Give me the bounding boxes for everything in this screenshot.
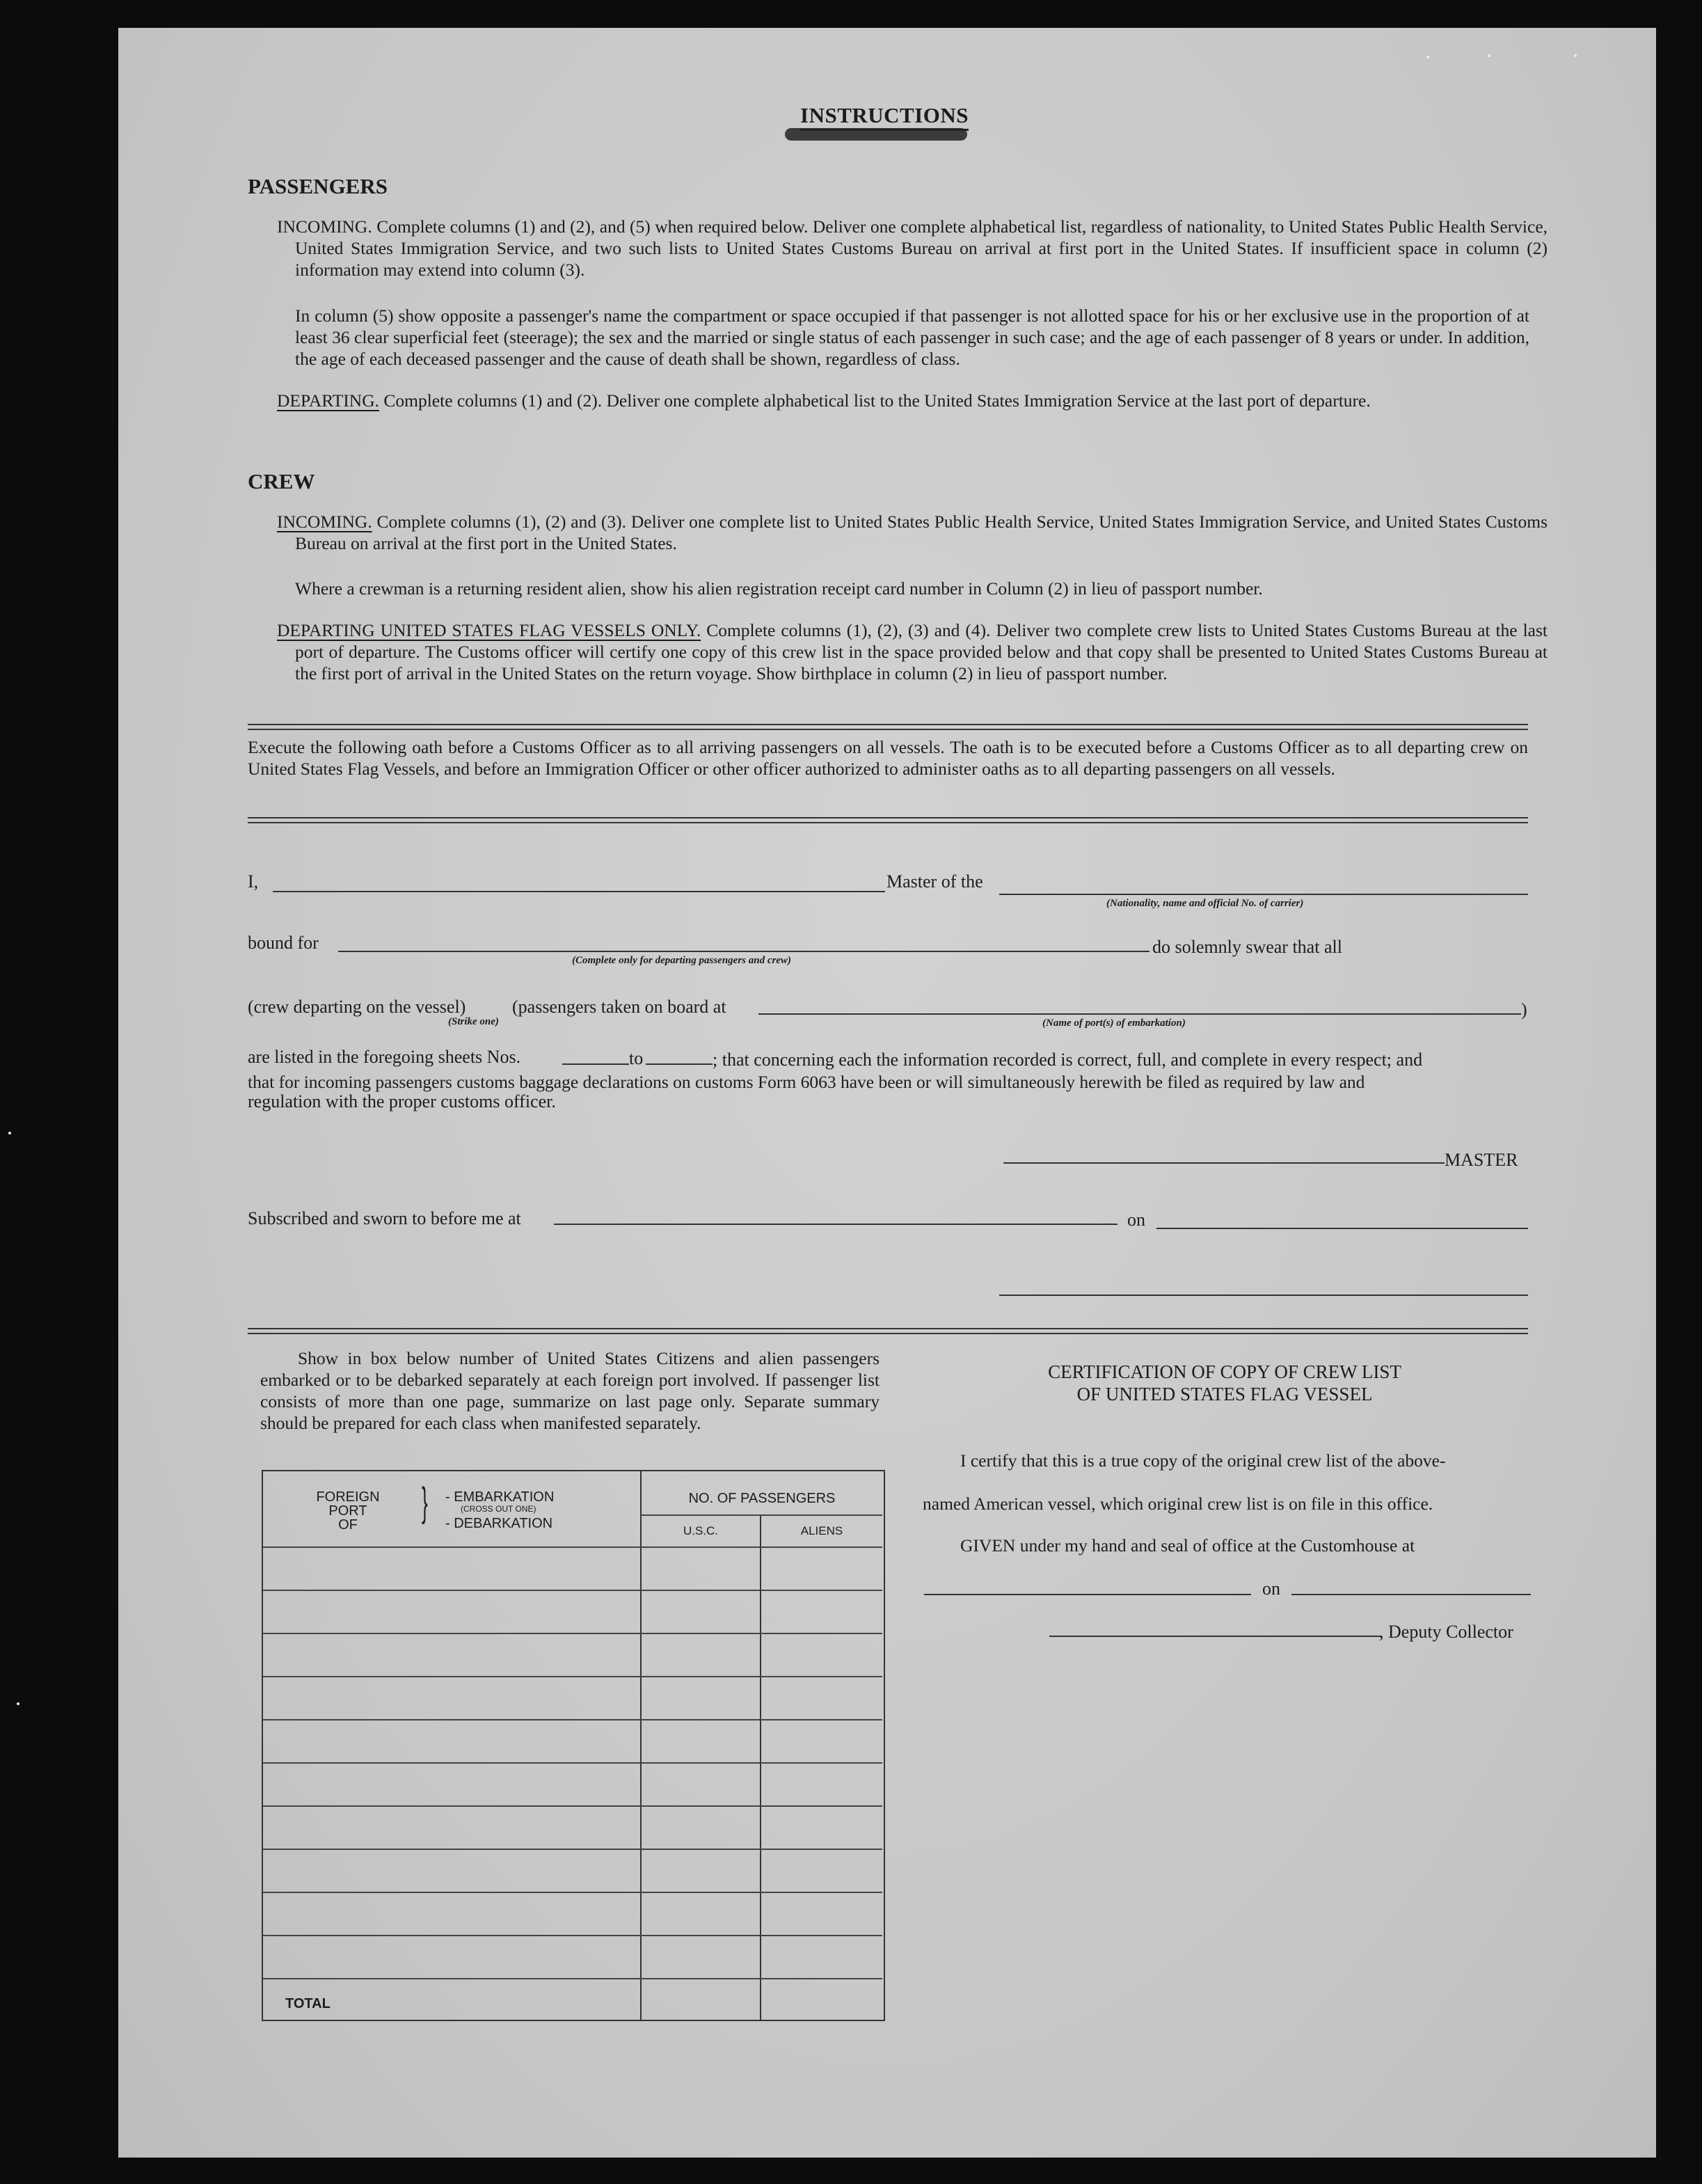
listed-sheets-label: are listed in the foregoing sheets Nos. [248,1047,521,1067]
table-row[interactable] [263,1978,882,1979]
crew-departing-paragraph [277,619,1548,684]
officer-signature-line[interactable] [999,1295,1528,1296]
table-row[interactable] [263,1849,882,1850]
crew-incoming-text: Complete columns (1), (2) and (3). Deliver one complete list to United States Public Health Service, United States Immigration Service, and United States Customs Bureau on arrival at the first port in the United States. [295,512,1548,553]
customhouse-line[interactable] [924,1594,1251,1595]
foreign-header: FOREIGN [316,1489,380,1505]
table-row[interactable] [263,1590,882,1591]
certification-line2: named American vessel, which original crew list is on file in this office. [923,1494,1433,1514]
embarkation-header: - EMBARKATION [445,1489,555,1505]
oath-i-label: I, [248,871,259,892]
passengers-incoming-paragraph [277,216,1548,280]
deputy-collector-label: , Deputy Collector [1379,1622,1513,1642]
passengers-departing-text: Complete columns (1) and (2). Deliver one complete alphabetical list to the United States Immigration Service at the last port of departure. [383,390,1371,411]
brace-icon: } [422,1480,428,1525]
table-row[interactable] [263,1762,882,1764]
passengers-taken-option: (passengers taken on board at [512,997,726,1017]
of-header: OF [338,1517,358,1533]
table-row[interactable] [263,1892,882,1893]
master-of-the-label: Master of the [886,871,983,892]
sworn-at-line[interactable] [554,1224,1118,1225]
speck [1574,54,1577,57]
passengers-departing-label: DEPARTING. [277,390,379,411]
double-rule [248,1328,1528,1334]
table-row[interactable] [263,1633,882,1634]
crew-departing-label: DEPARTING UNITED STATES FLAG VESSELS ONLY. [277,620,701,640]
crew-incoming-paragraph [277,511,1548,554]
speck [8,1132,11,1134]
speck [1426,56,1429,58]
summary-note-paragraph: Show in box below number of United States Citizens and alien passengers embarked or to be debarked separately at each foreign port involved. If passenger list consists of more than one page, summarize on last page only. Separate summary should be prepared for each class when manifested separately. [260,1348,880,1433]
total-label: TOTAL [285,1996,331,2011]
crew-departing-option: (crew departing on the vessel) [248,997,466,1017]
master-signature-line[interactable] [1003,1162,1445,1164]
table-header-rule [263,1546,882,1548]
double-rule [248,724,1528,730]
crew-incoming-label: INCOMING. [277,512,372,532]
table-divider [640,1470,642,2020]
certification-title-line2: OF UNITED STATES FLAG VESSEL [1076,1384,1373,1404]
strike-caption: (Strike one) [448,1016,499,1027]
on-label: on [1127,1210,1145,1230]
table-row[interactable] [263,1935,882,1936]
sheet-from-line[interactable] [562,1063,629,1065]
table-row[interactable] [263,1676,882,1677]
port-header: PORT [328,1503,367,1519]
carrier-line[interactable] [999,894,1528,895]
passengers-column5-paragraph: In column (5) show opposite a passenger's name the compartment or space occupied if that passenger is not allotted space for his or her exclusive use in the proportion of at least 36 clear superficial feet (steerage); the sex and the married or single status of each passenger in such case; and the age of each passenger of 8 years or under. In addition, the age of each deceased passenger and the cause of death shall be shown, regardless of class. [295,306,1529,369]
aliens-header: ALIENS [800,1524,843,1537]
page-title: INSTRUCTIONS [800,103,969,131]
passengers-departing-paragraph [277,390,1548,411]
port-caption: (Name of port(s) of embarkation) [1042,1018,1186,1029]
swear-label: do solemnly swear that all [1152,937,1342,957]
crew-resident-paragraph: Where a crewman is a returning resident alien, show his alien registration receipt card number in Column (2) in lieu of passport number. [295,578,1263,599]
deputy-signature-line[interactable] [1049,1636,1382,1637]
certification-on-label: on [1262,1578,1280,1599]
embarkation-port-line[interactable] [758,1013,1521,1015]
to-label: to [629,1048,644,1068]
certification-date-line[interactable] [1291,1594,1531,1595]
crew-departing-text: Complete columns (1), (2), (3) and (4). Deliver two complete crew lists to United States Customs Bureau at the last port of departure. The Customs officer will certify one copy of this crew list in the space provided below and that copy shall be presented to United States Customs Bureau at the first port of arrival in the United States on the return voyage. Show birthplace in column (2) in lieu of passport number. [295,620,1548,683]
speck [1488,54,1490,57]
table-row[interactable] [263,1719,882,1720]
listed-rest-text: ; that concerning each the information recorded is correct, full, and complete in every respect; and [713,1050,1423,1070]
master-name-line[interactable] [273,891,885,892]
certification-line1: I certify that this is a true copy of the original crew list of the above- [960,1450,1446,1471]
table-header-rule [640,1514,882,1516]
double-rule [248,817,1528,823]
passenger-summary-table [262,1470,885,2021]
listed-line2: that for incoming passengers customs baggage declarations on customs Form 6063 have been or will simultaneously herewith be filed as required by law and [248,1072,1365,1092]
master-label: MASTER [1445,1150,1518,1170]
cross-out-note: (CROSS OUT ONE) [461,1504,536,1514]
certification-title-line1: CERTIFICATION OF COPY OF CREW LIST [1048,1361,1401,1382]
oath-intro-paragraph: Execute the following oath before a Customs Officer as to all arriving passengers on all vessels. The oath is to be executed before a Customs Officer as to all departing crew on United States Flag Vessels, and before an Immigration Officer or other officer authorized to administer oaths as to all departing passengers on all vessels. [248,737,1528,779]
bound-for-label: bound for [248,933,319,953]
subscribed-label: Subscribed and sworn to before me at [248,1208,521,1228]
passengers-incoming-label: INCOMING. [277,216,372,237]
departing-caption: (Complete only for departing passengers and crew) [572,955,791,966]
close-paren: ) [1521,999,1527,1020]
no-of-passengers-header: NO. OF PASSENGERS [688,1491,836,1506]
sworn-date-line[interactable] [1156,1228,1528,1229]
ink-smudge [785,128,967,141]
debarkation-header: - DEBARKATION [445,1516,553,1531]
certification-line3: GIVEN under my hand and seal of office at the Customhouse at [960,1535,1415,1556]
speck [17,1702,19,1705]
table-row[interactable] [263,1805,882,1807]
passengers-heading: PASSENGERS [248,174,388,198]
listed-line3: regulation with the proper customs officer. [248,1091,556,1111]
sheet-to-line[interactable] [646,1063,713,1065]
nationality-caption: (Nationality, name and official No. of carrier) [1106,898,1304,909]
passengers-incoming-text: Complete columns (1) and (2), and (5) when required below. Deliver one complete alphabetical list, regardless of nationality, to United States Public Health Service, United States Immigration Service, and two such lists to United States Customs Bureau on arrival at first port in the United States. If insufficient space in column (2) information may extend into column (3). [295,216,1548,280]
crew-heading: CREW [248,469,315,493]
bound-for-line[interactable] [338,951,1150,952]
usc-header: U.S.C. [683,1524,719,1537]
